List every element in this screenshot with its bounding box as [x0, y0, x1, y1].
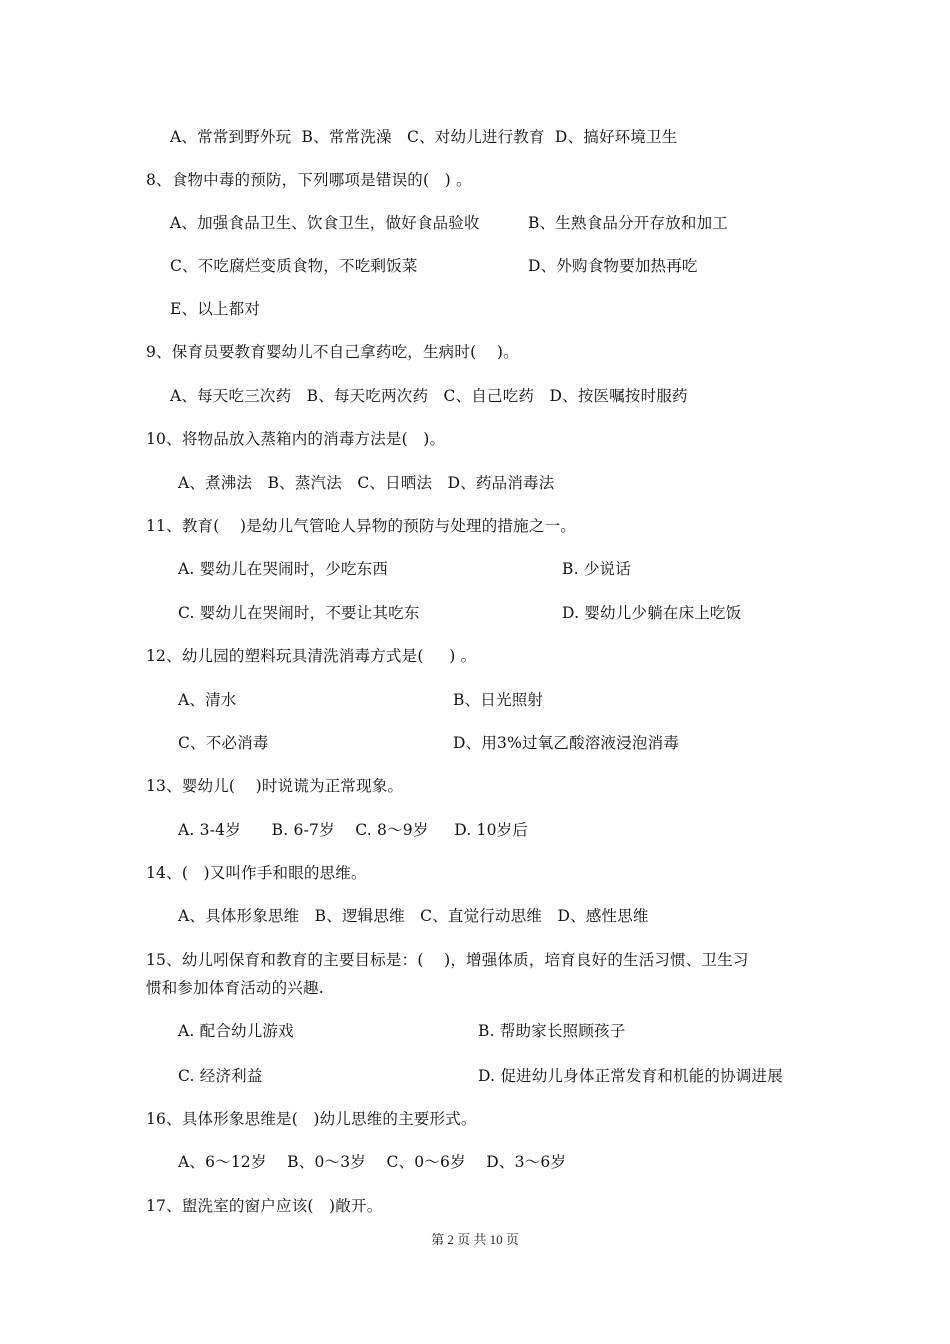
q15-option-b: B. 帮助家长照顾孩子	[478, 1022, 626, 1040]
q8-option-c: C、不吃腐烂变质食物，不吃剩饭菜	[170, 257, 418, 275]
q8-stem: 8、食物中毒的预防，下列哪项是错误的( ) 。	[146, 171, 472, 189]
q14-options: A、具体形象思维 B、逻辑思维 C、直觉行动思维 D、感性思维	[178, 907, 649, 925]
q8-option-a: A、加强食品卫生、饮食卫生，做好食品验收	[170, 214, 480, 232]
q17-stem: 17、盥洗室的窗户应该( )敞开。	[146, 1197, 383, 1215]
q11-option-d: D. 婴幼儿少躺在床上吃饭	[562, 604, 742, 622]
q8-option-b: B、生熟食品分开存放和加工	[528, 214, 728, 232]
q15-option-a: A. 配合幼儿游戏	[178, 1022, 294, 1040]
q12-option-a: A、清水	[178, 691, 237, 709]
q8-option-d: D、外购食物要加热再吃	[528, 257, 698, 275]
q10-stem: 10、将物品放入蒸箱内的消毒方法是( )。	[146, 430, 446, 448]
q15-option-c: C. 经济利益	[178, 1067, 263, 1085]
q15-stem-line1: 15、幼儿吲保育和教育的主要目标是：( )，增强体质，培育良好的生活习惯、卫生习	[146, 951, 749, 969]
q11-option-b: B. 少说话	[562, 560, 631, 578]
q9-options: A、每天吃三次药 B、每天吃两次药 C、自己吃药 D、按医嘱按时服药	[170, 387, 688, 405]
q12-stem: 12、幼儿园的塑料玩具清洗消毒方式是( ) 。	[146, 647, 477, 665]
q8-option-e: E、以上都对	[170, 300, 261, 318]
q15-option-d: D. 促进幼儿身体正常发育和机能的协调进展	[478, 1067, 783, 1085]
q15-stem-line2: 惯和参加体育活动的兴趣.	[146, 979, 324, 997]
q12-option-d: D、用3%过氧乙酸溶液浸泡消毒	[453, 734, 680, 752]
page-footer: 第 2 页 共 10 页	[431, 1232, 519, 1247]
q14-stem: 14、( )又叫作手和眼的思维。	[146, 864, 367, 882]
q16-options: A、6～12岁 B、0～3岁 C、0～6岁 D、3～6岁	[178, 1153, 567, 1171]
q11-option-a: A. 婴幼儿在哭闹时，少吃东西	[178, 560, 389, 578]
q9-stem: 9、保育员要教育婴幼儿不自己拿药吃，生病时( )。	[146, 343, 519, 361]
q12-option-b: B、日光照射	[453, 691, 544, 709]
q11-stem: 11、教育( )是幼儿气管呛人异物的预防与处理的措施之一。	[146, 517, 576, 535]
q13-options: A. 3-4岁 B. 6-7岁 C. 8～9岁 D. 10岁后	[178, 821, 529, 839]
q13-stem: 13、婴幼儿( )时说谎为正常现象。	[146, 777, 404, 795]
q16-stem: 16、具体形象思维是( )幼儿思维的主要形式。	[146, 1110, 477, 1128]
q11-option-c: C. 婴幼儿在哭闹时，不要让其吃东	[178, 604, 420, 622]
q10-options: A、煮沸法 B、蒸汽法 C、日晒法 D、药品消毒法	[178, 474, 555, 492]
q7-options: A、常常到野外玩 B、常常洗澡 C、对幼儿进行教育 D、搞好环境卫生	[170, 128, 678, 146]
q12-option-c: C、不必消毒	[178, 734, 269, 752]
